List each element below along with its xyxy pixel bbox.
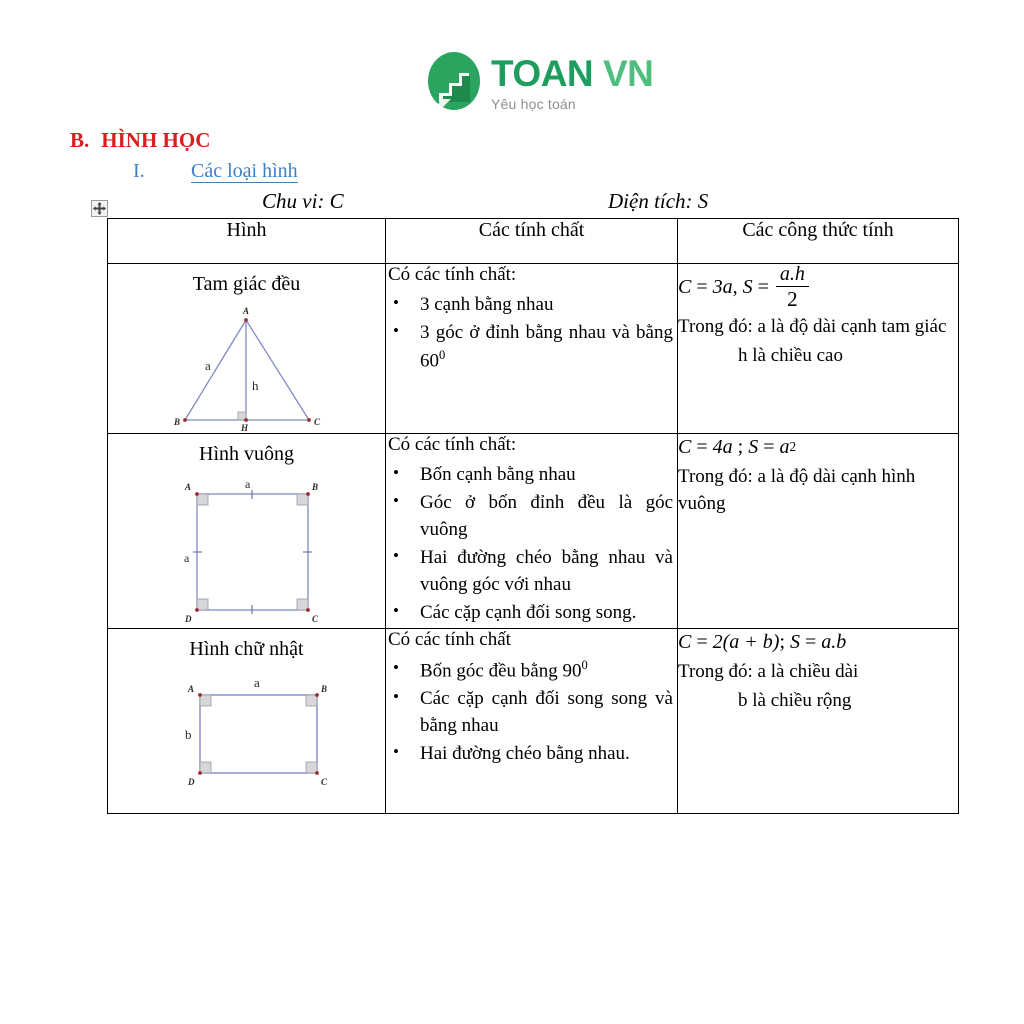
section-heading-b [70, 128, 210, 153]
svg-text:B: B [320, 684, 327, 694]
diagram-equilateral-triangle [152, 298, 342, 433]
formula-area-fraction [776, 264, 809, 310]
logo-wordmark [491, 55, 653, 92]
formula-separator: , [732, 275, 738, 298]
props-text: Các cặp cạnh đối song song. [420, 601, 637, 623]
formula-note: b là chiều rộng [738, 689, 852, 711]
table-row [108, 434, 959, 629]
formula-area-lhs: S [748, 435, 759, 458]
svg-text:D: D [184, 614, 191, 624]
formula-note: Trong đó: a là chiều dài [678, 661, 859, 682]
formula-perimeter-rhs: 4a [712, 435, 733, 458]
formula-perimeter-lhs: C [678, 630, 692, 653]
section-label: B. [70, 128, 90, 152]
formula-area-rhs: a.b [821, 630, 847, 653]
header-cell-shape: Hình [108, 219, 386, 264]
props-cell-triangle [386, 264, 678, 434]
shape-cell-triangle [108, 264, 386, 434]
svg-text:C: C [313, 417, 320, 427]
props-text: 3 góc ở đỉnh bằng nhau và bằng 60 [420, 321, 673, 372]
shape-name-rectangle: Hình chữ nhật [189, 638, 304, 660]
props-text: Bốn cạnh bằng nhau [420, 464, 576, 485]
shape-name-triangle: Tam giác đều [192, 273, 301, 295]
list-item [420, 686, 673, 740]
formula-note [678, 464, 958, 517]
svg-text:B: B [173, 417, 180, 427]
subsection-title: Các loại hình [191, 160, 298, 182]
logo-tagline: Yêu học toán [491, 96, 576, 112]
table-row [108, 264, 959, 434]
formula-note-text: Trong đó: a là độ dài cạnh hình vuông [678, 466, 916, 514]
props-list-square [386, 462, 677, 627]
svg-text:a: a [183, 551, 189, 565]
shape-name-square: Hình vuông [199, 443, 294, 465]
svg-text:B: B [311, 482, 318, 492]
props-text: Góc ở bốn đỉnh đều là góc vuông [420, 491, 673, 540]
header-cell-properties: Các tính chất [386, 219, 678, 264]
svg-text:a: a [204, 358, 211, 373]
list-item [420, 545, 673, 599]
header-cell-formulas: Các công thức tính [678, 219, 959, 264]
logo-mark-icon [425, 52, 483, 114]
table-move-handle-icon[interactable] [91, 200, 108, 217]
shape-cell-rectangle [108, 629, 386, 814]
diagram-rectangle [147, 663, 347, 813]
formula-separator: ; [737, 435, 744, 458]
list-item [420, 462, 673, 489]
caption-area: Diện tích: S [608, 189, 709, 213]
degree-superscript: 0 [581, 658, 588, 672]
list-item [420, 741, 673, 768]
formula-triangle: C = 3a , S = $\frac{a.h}{2}$ [678, 264, 958, 310]
formula-perimeter-rhs: 3a [712, 275, 733, 298]
formula-area-lhs: S [790, 630, 801, 653]
site-logo [425, 47, 654, 119]
props-intro: Có các tính chất: [388, 434, 517, 455]
props-text: Hai đường chéo bằng nhau. [420, 743, 630, 765]
degree-superscript: 0 [439, 347, 446, 362]
formula-square: C = 4a ; S = a 2 [678, 435, 797, 458]
list-item [420, 292, 673, 319]
formula-cell-triangle [678, 264, 959, 434]
svg-text:A: A [184, 482, 191, 492]
props-text: Các cặp cạnh đối song song và bằng nhau [420, 688, 673, 737]
props-list-triangle [386, 292, 677, 375]
props-text: 3 cạnh bằng nhau [420, 294, 554, 315]
formula-perimeter-lhs: C [678, 275, 692, 298]
props-intro: Có các tính chất: [388, 264, 517, 285]
table-row [108, 629, 959, 814]
list-item [420, 490, 673, 544]
svg-text:b: b [184, 727, 191, 742]
logo-word-vn: VN [602, 53, 654, 94]
formula-perimeter-lhs: C [678, 435, 692, 458]
svg-text:D: D [187, 777, 194, 787]
fraction-denominator: 2 [787, 287, 798, 311]
svg-text:A: A [187, 684, 194, 694]
formula-area-exponent: 2 [789, 439, 797, 454]
props-list-rectangle [386, 657, 677, 768]
subsection-heading-i [133, 160, 298, 183]
formula-area-lhs: S [742, 275, 753, 298]
formula-note: h là chiều cao [738, 344, 843, 366]
list-item [420, 600, 673, 627]
svg-text:C: C [311, 614, 318, 624]
shape-cell-square [108, 434, 386, 629]
logo-word-toan: TOAN [491, 53, 594, 94]
shapes-table [107, 218, 959, 814]
list-item [420, 657, 673, 685]
props-text: Bốn góc đều bằng 90 [420, 660, 582, 682]
svg-text:a: a [253, 675, 260, 690]
caption-perimeter: Chu vi: C [262, 189, 344, 213]
fraction-numerator: a.h [779, 263, 805, 285]
svg-text:h: h [251, 378, 258, 393]
formula-perimeter-rhs: 2(a + b) [712, 630, 780, 653]
subsection-label: I. [133, 160, 145, 182]
formula-cell-square [678, 434, 959, 629]
svg-text:C: C [320, 777, 327, 787]
props-text: Hai đường chéo bằng nhau và vuông góc với nhau [420, 546, 673, 595]
props-cell-rectangle [386, 629, 678, 814]
table-header-row [108, 219, 959, 264]
svg-text:H: H [240, 423, 248, 433]
svg-text:a: a [244, 477, 250, 491]
props-intro: Có các tính chất [388, 629, 511, 650]
svg-text:A: A [242, 306, 249, 316]
props-cell-square [386, 434, 678, 629]
formula-note: Trong đó: a là độ dài cạnh tam giác [678, 316, 947, 338]
list-item [420, 320, 673, 375]
formula-rectangle: C = 2(a + b) ; S = a.b [678, 630, 847, 653]
formula-area-rhs: a [779, 435, 790, 458]
diagram-square [152, 468, 342, 628]
formula-cell-rectangle [678, 629, 959, 814]
formula-separator: ; [779, 630, 786, 653]
section-title: HÌNH HỌC [101, 128, 211, 152]
